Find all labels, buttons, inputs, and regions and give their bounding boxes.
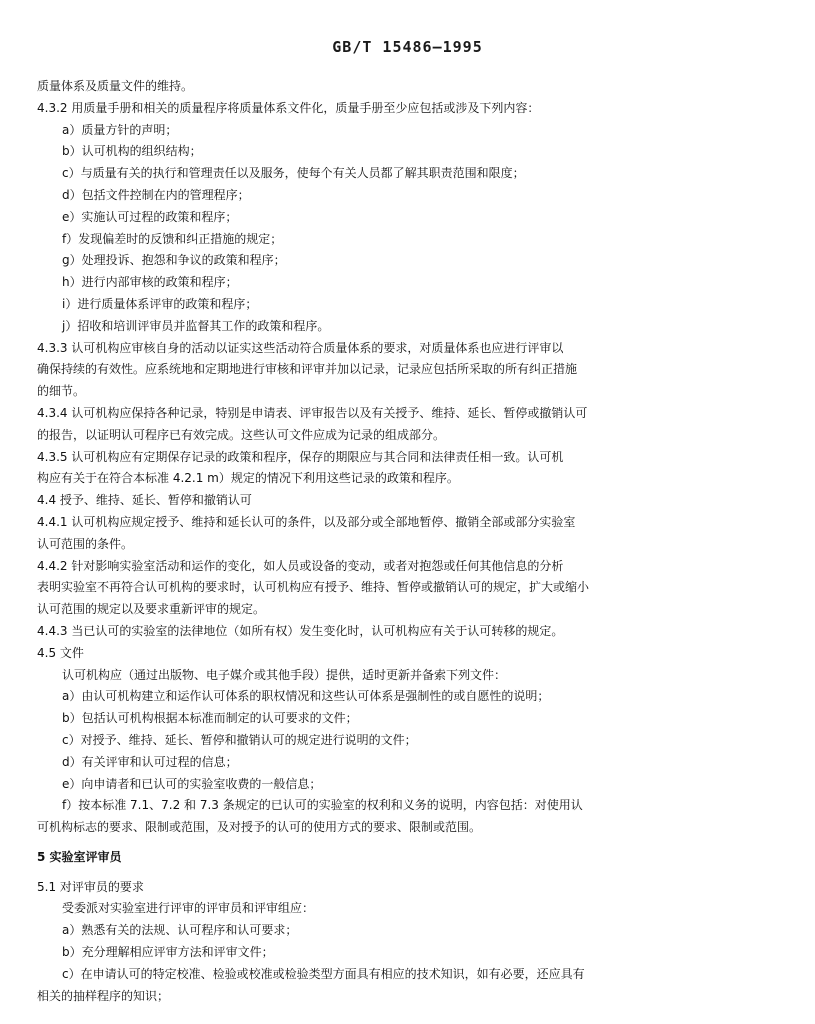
paragraph-line: 质量体系及质量文件的维持。 <box>37 79 194 93</box>
list-item-g: g）处理投诉、抱怨和争议的政策和程序； <box>62 253 286 268</box>
clause-4-3-4: 4.3.4 认可机构应保持各种记录，特别是申请表、评审报告以及有关授予、维持、延长、暂停或撤销认可 <box>37 405 588 420</box>
paragraph-line: 认可范围的条件。 <box>37 536 134 551</box>
clause-4-3-5: 4.3.5 认可机构应有定期保存记录的政策和程序，保存的期限应与其合同和法律责任相一致。认可机 <box>37 449 564 464</box>
clause-4-3-3: 4.3.3 认可机构应审核自身的活动以证实这些活动符合质量体系的要求，对质量体系也应进行评审以 <box>37 340 564 355</box>
clause-4-4-3: 4.4.3 当已认可的实验室的法律地位（如所有权）发生变化时，认可机构应有关于认可转移的规定。 <box>37 623 564 638</box>
paragraph-line: 认可机构应（通过出版物、电子媒介或其他手段）提供，适时更新并备索下列文件： <box>62 667 507 682</box>
document-body <box>37 76 780 1007</box>
list-item-a: a）熟悉有关的法规、认可程序和认可要求； <box>62 923 298 938</box>
list-item-b: b）认可机构的组织结构； <box>62 144 202 159</box>
list-item-c: c）对授予、维持、延长、暂停和撤销认可的规定进行说明的文件； <box>62 732 417 747</box>
section-5-heading: 5 实验室评审员 <box>37 849 122 864</box>
list-item-e: e）实施认可过程的政策和程序； <box>62 209 238 224</box>
list-item-d: d）有关评审和认可过程的信息； <box>62 754 238 769</box>
clause-4-4-1: 4.4.1 认可机构应规定授予、维持和延长认可的条件，以及部分或全部地暂停、撤销全部或部分实验室 <box>37 514 576 529</box>
list-item-a: a）质量方针的声明； <box>62 122 178 137</box>
paragraph-line: 受委派对实验室进行评审的评审员和评审组应： <box>62 901 315 916</box>
list-item-c: c）在申请认可的特定校准、检验或校准或检验类型方面具有相应的技术知识，如有必要，还应具有 <box>62 966 585 981</box>
clause-4-5-heading: 4.5 文件 <box>37 645 84 660</box>
paragraph-line: 相关的抽样程序的知识； <box>37 988 170 1003</box>
list-item-i: i）进行质量体系评审的政策和程序； <box>62 296 258 311</box>
paragraph-line: 确保持续的有效性。应系统地和定期地进行审核和评审并加以记录，记录应包括所采取的所有纠正措施 <box>37 362 578 377</box>
spacer <box>37 869 780 877</box>
list-item-f: f）发现偏差时的反馈和纠正措施的规定； <box>62 231 283 246</box>
list-item-b: b）包括认可机构根据本标准而制定的认可要求的文件； <box>62 711 358 726</box>
list-item-c: c）与质量有关的执行和管理责任以及服务，使每个有关人员都了解其职责范围和限度； <box>62 166 525 181</box>
list-item-f: f）按本标准 7.1、7.2 和 7.3 条规定的已认可的实验室的权利和义务的说明，内容包括：对使用认 <box>62 798 583 813</box>
paragraph-line: 的报告，以证明认可程序已有效完成。这些认可文件应成为记录的组成部分。 <box>37 427 446 442</box>
clause-4-4-2: 4.4.2 针对影响实验室活动和运作的变化，如人员或设备的变动，或者对抱怨或任何其他信息的分析 <box>37 558 564 573</box>
paragraph-line: 的细节。 <box>37 384 86 399</box>
paragraph-line: 构应有关于在符合本标准 4.2.1 m）规定的情况下利用这些记录的政策和程序。 <box>37 471 459 486</box>
paragraph-line: 可机构标志的要求、限制或范围，及对授予的认可的使用方式的要求、限制或范围。 <box>37 820 482 835</box>
list-item-d: d）包括文件控制在内的管理程序； <box>62 187 250 202</box>
paragraph-line: 认可范围的规定以及要求重新评审的规定。 <box>37 602 266 617</box>
list-item-b: b）充分理解相应评审方法和评审文件； <box>62 945 274 960</box>
page-header-standard-code: GB/T 15486—1995 <box>332 38 483 56</box>
list-item-e: e）向申请者和已认可的实验室收费的一般信息； <box>62 776 322 791</box>
list-item-j: j）招收和培训评审员并监督其工作的政策和程序。 <box>62 318 330 333</box>
spacer <box>37 839 780 847</box>
clause-4-4-heading: 4.4 授予、维持、延长、暂停和撤销认可 <box>37 493 252 508</box>
paragraph-line: 表明实验室不再符合认可机构的要求时，认可机构应有授予、维持、暂停或撤销认可的规定，扩大或缩小 <box>37 580 590 595</box>
clause-4-3-2: 4.3.2 用质量手册和相关的质量程序将质量体系文件化，质量手册至少应包括或涉及下列内容： <box>37 100 540 115</box>
list-item-a: a）由认可机构建立和运作认可体系的职权情况和这些认可体系是强制性的或自愿性的说明； <box>62 689 550 704</box>
list-item-h: h）进行内部审核的政策和程序； <box>62 275 238 290</box>
clause-5-1-heading: 5.1 对评审员的要求 <box>37 879 144 894</box>
